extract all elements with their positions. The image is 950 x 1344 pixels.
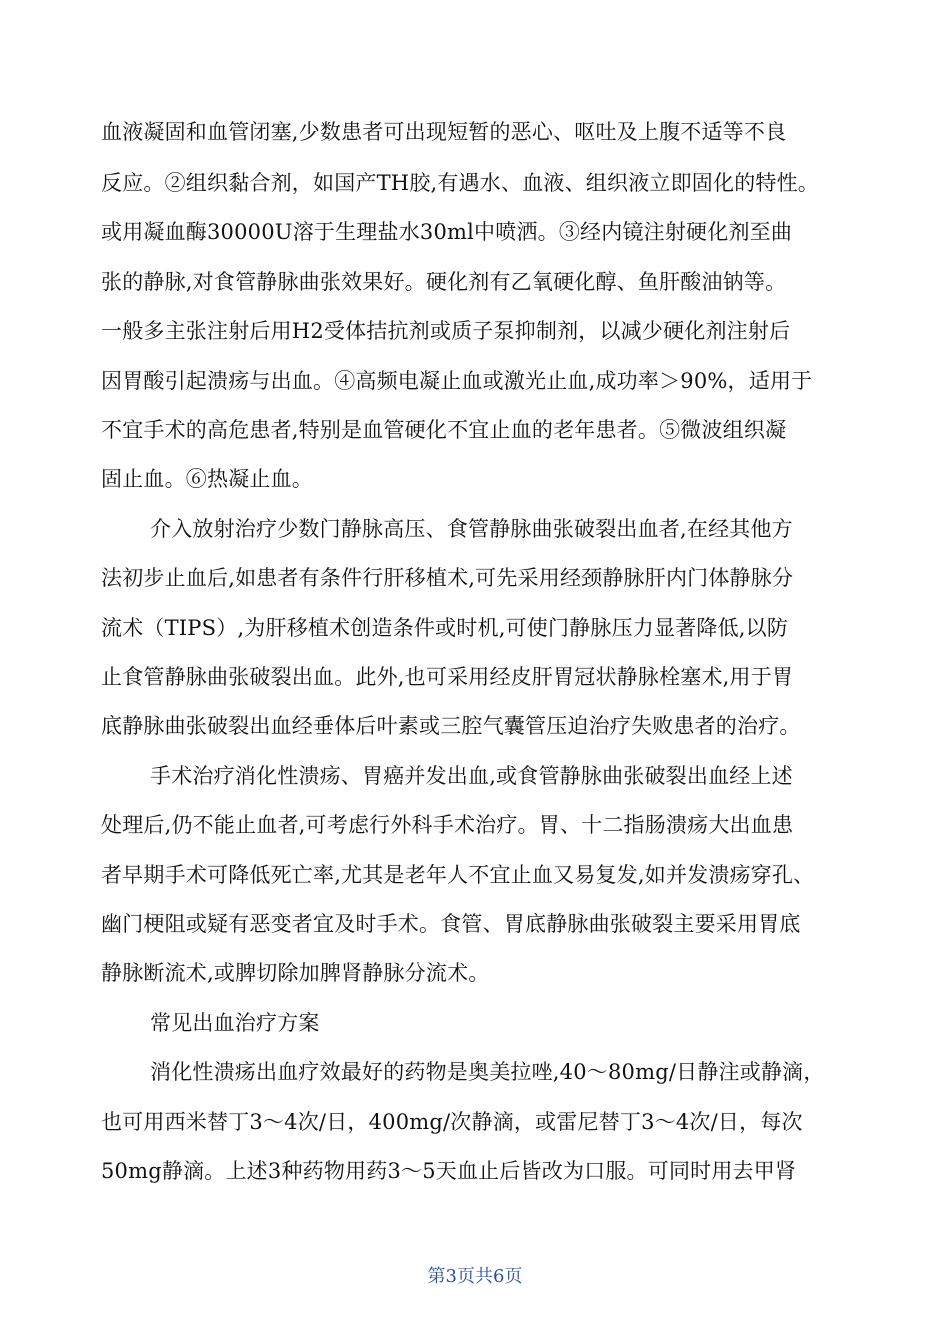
- body-line: 因胃酸引起溃疡与出血。④高频电凝止血或激光止血,成功率＞90%，适用于: [101, 369, 813, 393]
- body-line: 者早期手术可降低死亡率,尤其是老年人不宜止血又易复发,如并发溃疡穿孔、: [101, 863, 815, 887]
- section-heading: 常见出血治疗方案: [150, 1011, 320, 1035]
- body-line: 幽门梗阻或疑有恶变者宜及时手术。食管、胃底静脉曲张破裂主要采用胃底: [101, 912, 801, 936]
- body-line: 静脉断流术,或脾切除加脾肾静脉分流术。: [101, 961, 490, 985]
- body-line: 张的静脉,对食管静脉曲张效果好。硬化剂有乙氧硬化醇、鱼肝酸油钠等。: [101, 270, 787, 294]
- paragraph-start-line: 手术治疗消化性溃疡、胃癌并发出血,或食管静脉曲张破裂出血经上述: [150, 764, 793, 788]
- body-line: 固止血。⑥热凝止血。: [101, 467, 313, 491]
- body-line: 50mg静滴。上述3种药物用药3～5天血止后皆改为口服。可同时用去甲肾: [101, 1159, 797, 1183]
- body-line: 一般多主张注射后用H2受体拮抗剂或质子泵抑制剂，以减少硬化剂注射后: [101, 319, 791, 343]
- paragraph-start-line: 介入放射治疗少数门静脉高压、食管静脉曲张破裂出血者,在经其他方: [150, 517, 793, 541]
- body-line: 流术（TIPS）,为肝移植术创造条件或时机,可使门静脉压力显著降低,以防: [101, 616, 789, 640]
- body-line: 法初步止血后,如患者有条件行肝移植术,可先采用经颈静脉肝内门体静脉分: [101, 566, 794, 590]
- body-line: 也可用西米替丁3～4次/日，400mg/次静滴，或雷尼替丁3～4次/日，每次: [101, 1110, 803, 1134]
- body-line: 底静脉曲张破裂出血经垂体后叶素或三腔气囊管压迫治疗失败患者的治疗。: [101, 714, 801, 738]
- body-line: 反应。②组织黏合剂，如国产TH胶,有遇水、血液、组织液立即固化的特性。: [101, 171, 819, 195]
- paragraph-start-line: 消化性溃疡出血疗效最好的药物是奥美拉唑,40～80mg/日静注或静滴，: [150, 1060, 825, 1084]
- body-line: 不宜手术的高危患者,特别是血管硬化不宜止血的老年患者。⑤微波组织凝: [101, 418, 787, 442]
- page-footer: 第3页共6页: [427, 1266, 523, 1287]
- body-line: 血液凝固和血管闭塞,少数患者可出现短暂的恶心、呕吐及上腹不适等不良: [101, 120, 787, 144]
- body-line: 或用凝血酶30000U溶于生理盐水30ml中喷洒。③经内镜注射硬化剂至曲: [101, 220, 793, 244]
- body-line: 止食管静脉曲张破裂出血。此外,也可采用经皮肝胃冠状静脉栓塞术,用于胃: [101, 665, 794, 689]
- body-line: 处理后,仍不能止血者,可考虑行外科手术治疗。胃、十二指肠溃疡大出血患: [101, 813, 794, 837]
